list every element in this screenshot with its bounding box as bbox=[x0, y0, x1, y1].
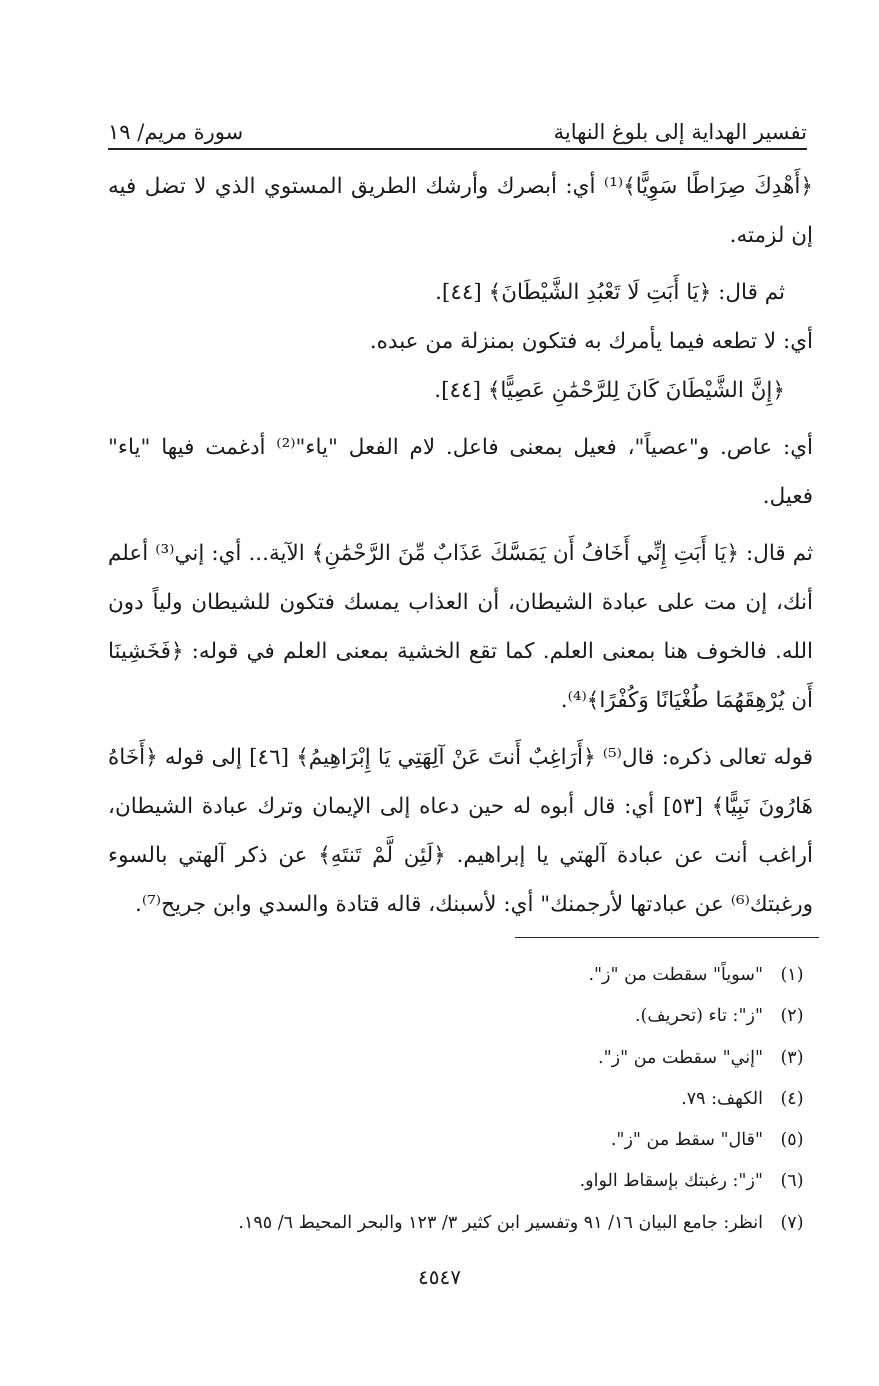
footnote-text: الكهف: ٧٩. bbox=[681, 1088, 763, 1109]
quran-verse: ﴿إِنَّ الشَّيْطَانَ كَانَ لِلرَّحْمَٰنِ عَصِيًّا﴾ [٤٤]. bbox=[434, 378, 785, 403]
page-number: ٤٥٤٧ bbox=[418, 1265, 461, 1289]
main-text bbox=[108, 162, 813, 929]
footnote-number: (١) bbox=[780, 965, 804, 985]
footnote-text: "سوياً" سقطت من "ز". bbox=[588, 965, 763, 985]
footnote-text: "ز": رغبتك بإسقاط الواو. bbox=[579, 1171, 763, 1192]
surah-reference: سورة مريم/ ١٩ bbox=[108, 120, 244, 144]
footnote bbox=[100, 1038, 821, 1079]
paragraph: ثم قال: ﴿يَا أَبَتِ لَا تَعْبُدِ الشَّيْطَانَ﴾ [٤٤]. bbox=[435, 280, 785, 305]
footnote-number: (٧) bbox=[780, 1212, 804, 1233]
footnote-number: (٣) bbox=[780, 1047, 804, 1068]
footnote bbox=[100, 996, 821, 1037]
footnote-text: "إني" سقطت من "ز". bbox=[598, 1047, 763, 1068]
paragraph: قوله تعالى ذكره: قال⁽⁵⁾ ﴿أَرَاغِبٌ أَنتَ عَنْ آلِهَتِي يَا إِبْرَاهِيمُ﴾ [٤٦] إلى قوله ﴿أَخَاهُ هَارُونَ نَبِيًّا﴾ [٥٣] أي: قال أبوه له حين دعاه إلى الإيمان وترك عبادة الشيطان، أراغب أنت عن عبادة آلهتي يا إبراهيم. ﴿لَئِن لَّمْ تَنتَهِ﴾ عن ذكر آلهتي بالسوء ورغبتك⁽⁶⁾ عن عبادتها لأرجمنك" أي: لأسبنك، قاله قتادة والسدي وابن جريح⁽⁷⁾. bbox=[108, 745, 813, 917]
header-rule bbox=[108, 148, 807, 150]
paragraph: أي: عاص. و"عصياً"، فعيل بمعنى فاعل. لام الفعل "ياء"⁽²⁾ أدغمت فيها "ياء" فعيل. bbox=[108, 435, 813, 509]
footnote-text: "ز": تاء (تحريف). bbox=[634, 1006, 763, 1027]
footnote-rule bbox=[515, 937, 819, 938]
paragraph: أي: لا تطعه فيما يأمرك به فتكون بمنزلة من عبده. bbox=[369, 329, 813, 354]
footnote-text: "قال" سقط من "ز". bbox=[610, 1130, 763, 1151]
footnote-number: (٤) bbox=[780, 1088, 804, 1109]
book-title: تفسير الهداية إلى بلوغ النهاية bbox=[553, 120, 807, 144]
footnote bbox=[100, 1161, 821, 1202]
running-header bbox=[108, 108, 807, 144]
footnote-text: انظر: جامع البيان ١٦/ ٩١ وتفسير ابن كثير ٣/ ١٢٣ والبحر المحيط ٦/ ١٩٥. bbox=[238, 1212, 763, 1233]
footnote bbox=[100, 1079, 821, 1120]
paragraph: ﴿أَهْدِكَ صِرَاطًا سَوِيًّا﴾⁽¹⁾ أي: أبصرك وأرشك الطريق المستوي الذي لا تضل فيه إن لزمته. bbox=[108, 174, 813, 248]
paragraph: ثم قال: ﴿يَا أَبَتِ إِنِّي أَخَافُ أَن يَمَسَّكَ عَذَابٌ مِّنَ الرَّحْمَٰنِ﴾ الآية... أي: إني⁽³⁾ أعلم أنك، إن مت على عبادة الشيطان، أن العذاب يمسك فتكون للشيطان ولياً دون الله. فالخوف هنا بمعنى العلم. كما تقع الخشية بمعنى العلم في قوله: ﴿فَخَشِينَا أَن يُرْهِقَهُمَا طُغْيَانًا وَكُفْرًا﴾⁽⁴⁾. bbox=[108, 541, 813, 713]
footnote bbox=[100, 1120, 821, 1161]
footnote-number: (٥) bbox=[780, 1130, 804, 1151]
footnote bbox=[100, 955, 821, 996]
footnote-number: (٦) bbox=[780, 1171, 804, 1192]
footnote bbox=[100, 1203, 821, 1244]
footnotes bbox=[100, 955, 821, 1244]
footnote-number: (٢) bbox=[780, 1006, 804, 1027]
